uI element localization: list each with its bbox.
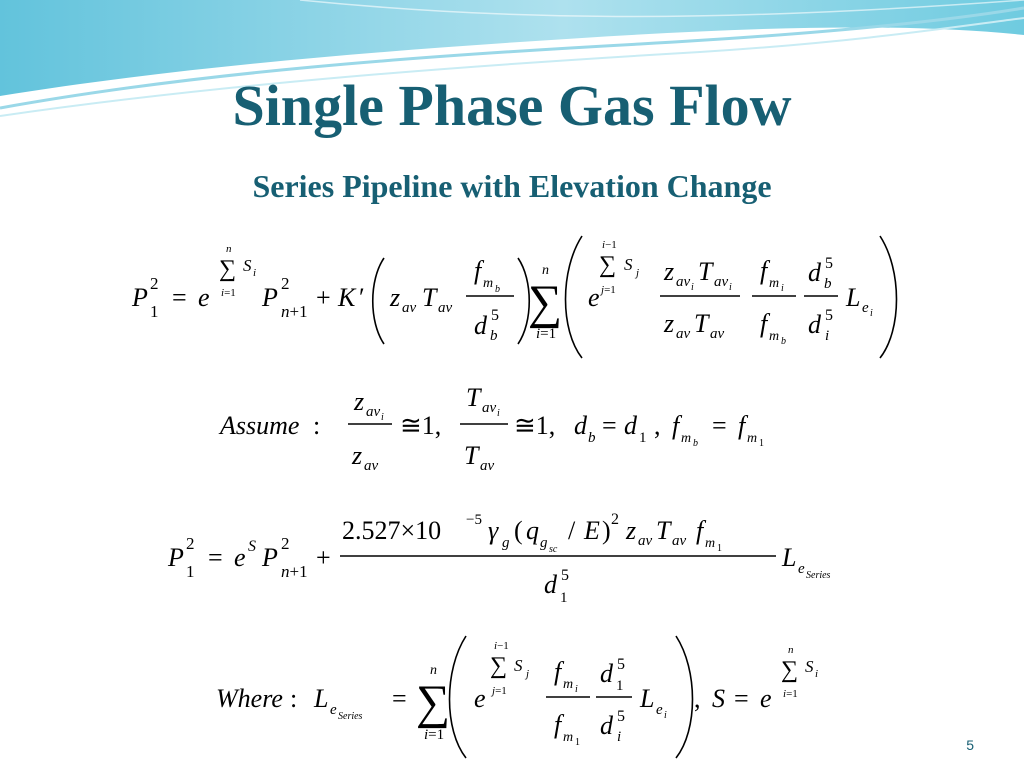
svg-text:n: n: [430, 663, 437, 678]
svg-text:5: 5: [491, 307, 499, 324]
svg-text:j: j: [526, 668, 530, 680]
svg-text:e: e: [234, 543, 246, 572]
svg-text:f: f: [696, 516, 704, 545]
svg-text:1: 1: [616, 678, 624, 694]
slide-subtitle: Series Pipeline with Elevation Change: [252, 168, 772, 204]
svg-text:=: =: [208, 543, 223, 572]
svg-text:av: av: [714, 274, 729, 290]
svg-text:i: i: [815, 668, 819, 680]
svg-text:−5: −5: [466, 512, 482, 528]
svg-text:i: i: [575, 684, 578, 695]
svg-text:n: n: [542, 263, 549, 278]
svg-text:∑: ∑: [781, 657, 799, 683]
svg-text:P: P: [132, 283, 148, 312]
svg-text:j: j: [636, 267, 640, 279]
svg-text:m: m: [563, 677, 574, 692]
equation-series-result: [167, 511, 831, 606]
svg-text:j=1: j=1: [601, 284, 616, 296]
svg-text:S: S: [624, 255, 633, 274]
svg-text:n+1: n+1: [281, 562, 308, 581]
svg-text:5: 5: [825, 307, 833, 324]
svg-text:av: av: [366, 404, 381, 420]
svg-text:e: e: [862, 300, 869, 316]
svg-text:d: d: [544, 570, 557, 599]
svg-text:S: S: [712, 684, 725, 713]
svg-text:e: e: [760, 684, 772, 713]
svg-text:′: ′: [359, 283, 365, 312]
svg-text:d: d: [600, 659, 613, 688]
svg-text:z: z: [664, 257, 675, 286]
svg-text:P: P: [262, 283, 278, 312]
svg-text:∑: ∑: [528, 276, 563, 329]
svg-text:∑: ∑: [416, 676, 451, 729]
svg-text:/: /: [568, 516, 576, 545]
svg-text:f: f: [738, 411, 746, 440]
svg-text:Series: Series: [338, 711, 363, 722]
svg-text:m: m: [483, 276, 494, 291]
svg-text:S: S: [248, 538, 256, 555]
svg-text:≅1,: ≅1,: [400, 411, 442, 440]
svg-text:≅1,: ≅1,: [514, 411, 556, 440]
svg-text:5: 5: [617, 656, 625, 673]
svg-text:av: av: [638, 533, 653, 549]
svg-text:L: L: [782, 543, 797, 572]
svg-text:5: 5: [825, 255, 833, 272]
svg-text:q: q: [526, 516, 539, 545]
svg-text:2: 2: [150, 274, 159, 293]
svg-text:b: b: [495, 284, 500, 295]
svg-text:Assume: Assume: [220, 411, 300, 440]
svg-text:i: i: [825, 328, 830, 344]
svg-text:+: +: [316, 283, 331, 312]
svg-text:m: m: [747, 431, 758, 446]
svg-text:b: b: [490, 328, 498, 344]
svg-text:E: E: [584, 516, 600, 545]
svg-text:f: f: [760, 256, 768, 285]
svg-text:i=1: i=1: [783, 688, 798, 700]
page-number: 5: [966, 737, 974, 753]
svg-text:f: f: [554, 657, 562, 686]
svg-text::: :: [290, 684, 298, 713]
svg-text:=: =: [712, 411, 727, 440]
svg-text:f: f: [554, 710, 562, 739]
svg-text:2: 2: [281, 534, 290, 553]
svg-text:=: =: [602, 411, 617, 440]
svg-text:i=1: i=1: [221, 287, 236, 299]
svg-text:av: av: [672, 533, 687, 549]
svg-text:1: 1: [575, 737, 580, 748]
svg-text:=: =: [734, 684, 749, 713]
svg-text:d: d: [474, 311, 487, 340]
slide-title: Single Phase Gas Flow: [232, 73, 792, 138]
svg-text:n+1: n+1: [281, 302, 308, 321]
svg-text:av: av: [676, 274, 691, 290]
svg-text:e: e: [588, 283, 600, 312]
svg-text:2: 2: [611, 511, 619, 528]
svg-text:+: +: [316, 543, 331, 572]
svg-text:(: (: [514, 516, 523, 545]
svg-text:1: 1: [186, 562, 195, 581]
svg-text:m: m: [769, 276, 780, 291]
svg-text:1: 1: [759, 438, 764, 449]
svg-text:i: i: [691, 282, 694, 293]
svg-text:e: e: [330, 702, 337, 718]
svg-text:m: m: [563, 730, 574, 745]
equation-general-form: [131, 236, 897, 358]
svg-text:d: d: [600, 711, 613, 740]
svg-text:S: S: [243, 256, 252, 275]
svg-text:f: f: [672, 411, 680, 440]
svg-text:f: f: [474, 256, 482, 285]
svg-text:z: z: [626, 516, 637, 545]
svg-text:av: av: [676, 326, 691, 342]
svg-text:b: b: [781, 336, 786, 347]
svg-text:i: i: [381, 412, 384, 423]
svg-text:i: i: [781, 283, 784, 294]
svg-text:γ: γ: [488, 516, 499, 545]
svg-text:i: i: [497, 408, 500, 419]
svg-text:∑: ∑: [490, 653, 508, 679]
svg-text:P: P: [262, 543, 278, 572]
svg-text:m: m: [681, 431, 692, 446]
svg-text:g: g: [540, 535, 548, 551]
svg-text:L: L: [640, 684, 655, 713]
svg-text:): ): [602, 516, 611, 545]
svg-text:T: T: [694, 309, 709, 338]
svg-text:S: S: [514, 656, 523, 675]
svg-text:2.527×10: 2.527×10: [342, 516, 442, 545]
svg-text:i=1: i=1: [536, 326, 557, 342]
svg-text:d: d: [808, 310, 821, 339]
svg-text:1: 1: [560, 590, 568, 606]
svg-text:d: d: [574, 411, 587, 440]
svg-text:z: z: [354, 387, 365, 416]
equation-where-definitions: [216, 636, 818, 758]
svg-text:5: 5: [617, 708, 625, 725]
svg-text:sc: sc: [549, 544, 558, 555]
svg-text:2: 2: [281, 274, 290, 293]
svg-text:av: av: [438, 300, 453, 316]
svg-text:K: K: [338, 283, 356, 312]
svg-text:i: i: [729, 282, 732, 293]
svg-text:n: n: [788, 644, 794, 656]
svg-text:b: b: [588, 430, 596, 446]
svg-text:L: L: [314, 684, 329, 713]
svg-text:i: i: [253, 267, 257, 279]
svg-text:av: av: [364, 458, 379, 474]
svg-text:j=1: j=1: [492, 685, 507, 697]
svg-text:T: T: [422, 283, 437, 312]
svg-text:n: n: [226, 243, 232, 255]
svg-text:z: z: [664, 309, 675, 338]
svg-text:i: i: [664, 710, 667, 721]
svg-text:i=1: i=1: [424, 727, 445, 743]
svg-text:Where: Where: [216, 684, 283, 713]
svg-text:P: P: [168, 543, 184, 572]
svg-text:T: T: [466, 383, 481, 412]
svg-text:,: ,: [654, 411, 661, 440]
svg-text:b: b: [824, 276, 832, 292]
svg-text:av: av: [710, 326, 725, 342]
svg-text::: :: [313, 411, 321, 440]
svg-text:1: 1: [639, 430, 647, 446]
svg-text:b: b: [693, 438, 698, 449]
svg-text:T: T: [464, 441, 479, 470]
svg-text:∑: ∑: [219, 256, 237, 282]
svg-text:5: 5: [561, 567, 569, 584]
svg-text:av: av: [482, 400, 497, 416]
svg-text:1: 1: [717, 543, 722, 554]
equation-assumptions: [218, 383, 764, 474]
svg-text:i−1: i−1: [494, 640, 509, 652]
svg-text:1: 1: [150, 302, 159, 321]
svg-text:L: L: [846, 283, 861, 312]
svg-text:av: av: [480, 458, 495, 474]
svg-text:i: i: [617, 729, 622, 745]
svg-text:g: g: [502, 535, 510, 551]
svg-text:T: T: [656, 516, 671, 545]
svg-text:S: S: [805, 657, 814, 676]
svg-text:Series: Series: [806, 570, 831, 581]
svg-text:f: f: [760, 309, 768, 338]
svg-text:=: =: [392, 684, 407, 713]
svg-text:z: z: [390, 283, 401, 312]
svg-text:T: T: [698, 257, 713, 286]
svg-text:z: z: [352, 441, 363, 470]
svg-text:av: av: [402, 300, 417, 316]
svg-text:d: d: [808, 258, 821, 287]
svg-text:d: d: [624, 411, 637, 440]
svg-text:i: i: [870, 308, 873, 319]
svg-text:e: e: [474, 684, 486, 713]
svg-text:m: m: [769, 329, 780, 344]
svg-text:2: 2: [186, 534, 195, 553]
svg-text:e: e: [798, 561, 805, 577]
svg-text:e: e: [656, 702, 663, 718]
svg-text:e: e: [198, 283, 210, 312]
svg-text:m: m: [705, 536, 716, 551]
svg-text:=: =: [172, 283, 187, 312]
svg-text:∑: ∑: [599, 252, 617, 278]
svg-text:i−1: i−1: [602, 239, 617, 251]
svg-text:,: ,: [694, 684, 701, 713]
